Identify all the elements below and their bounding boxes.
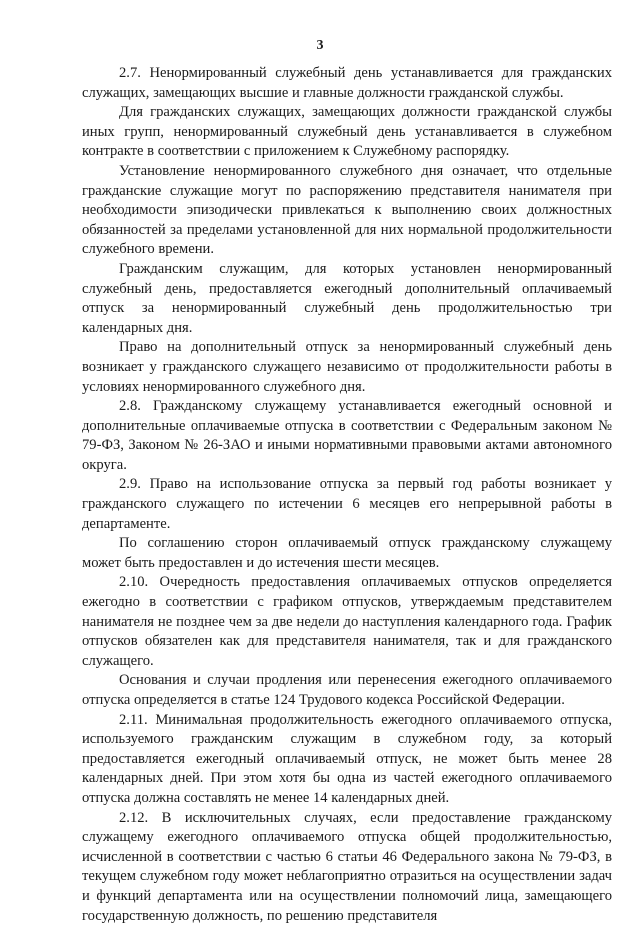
paragraph-leave-right: Право на дополнительный отпуск за ненормированный служебный день возникает у гражданского служащего независимо от продолжительности работы в условиях ненормированного служебного дня. (82, 339, 612, 395)
paragraph-additional-leave: Гражданским служащим, для которых установлен ненормированный служебный день, предоставляется ежегодный дополнительный оплачиваемый отпуск за ненормированный служебный день продолжительностью три календарных дня. (82, 260, 612, 336)
document-body (82, 64, 612, 926)
paragraph-2-11: 2.11. Минимальная продолжительность ежегодного оплачиваемого отпуска, используемого гражданским служащим в служебном году, за который предоставляется ежегодный оплачиваемый отпуск, не может быть менее 28 календарных дней. При этом хотя бы одна из частей ежегодного оплачиваемого отпуска должна составлять не менее 14 календарных дней. (82, 711, 612, 806)
paragraph-2-10: 2.10. Очередность предоставления оплачиваемых отпусков определяется ежегодно в соответствии с графиком отпусков, утверждаемым представителем нанимателя не позднее чем за две недели до наступления календарного года. График отпусков обязателен как для представителя нанимателя, так и для гражданского служащего. (82, 574, 612, 669)
paragraph-agreement: По соглашению сторон оплачиваемый отпуск гражданскому служащему может быть предоставлен и до истечения шести месяцев. (82, 535, 612, 571)
paragraph-2-7: 2.7. Ненормированный служебный день устанавливается для гражданских служащих, замещающих высшие и главные должности гражданской службы. (82, 65, 612, 101)
page-number: 3 (316, 38, 324, 53)
paragraph-other-groups: Для гражданских служащих, замещающих должности гражданской службы иных групп, ненормированный служебный день устанавливается в служебном контракте в соответствии с приложением к Служебному распорядку. (82, 104, 612, 160)
paragraph-2-9: 2.9. Право на использование отпуска за первый год работы возникает у гражданского служащего по истечении 6 месяцев его непрерывной работы в департаменте. (82, 476, 612, 532)
paragraph-2-8: 2.8. Гражданскому служащему устанавливается ежегодный основной и дополнительные оплачиваемые отпуска в соответствии с Федеральным законом № 79-ФЗ, Законом № 26-ЗАО и иными нормативными правовыми актами автономного округа. (82, 398, 612, 473)
paragraph-2-12: 2.12. В исключительных случаях, если предоставление гражданскому служащему ежегодного оплачиваемого отпуска общей продолжительностью, исчисленной в соответствии с частью 6 статьи 46 Федерального закона № 79-ФЗ, в текущем служебном году может неблагоприятно отразиться на осуществлении задач и функций департамента или на осуществлении полномочий лица, замещающего государственную должность, по решению представителя (82, 809, 612, 924)
paragraph-irregular-day-definition: Установление ненормированного служебного дня означает, что отдельные гражданские служащие могут по распоряжению представителя нанимателя при необходимости эпизодически привлекаться к выполнению своих должностных обязанностей за пределами установленной для них нормальной продолжительности служебного времени. (82, 162, 612, 258)
paragraph-extension: Основания и случаи продления или перенесения ежегодного оплачиваемого отпуска определяется в статье 124 Трудового кодекса Российской Федерации. (82, 672, 612, 708)
